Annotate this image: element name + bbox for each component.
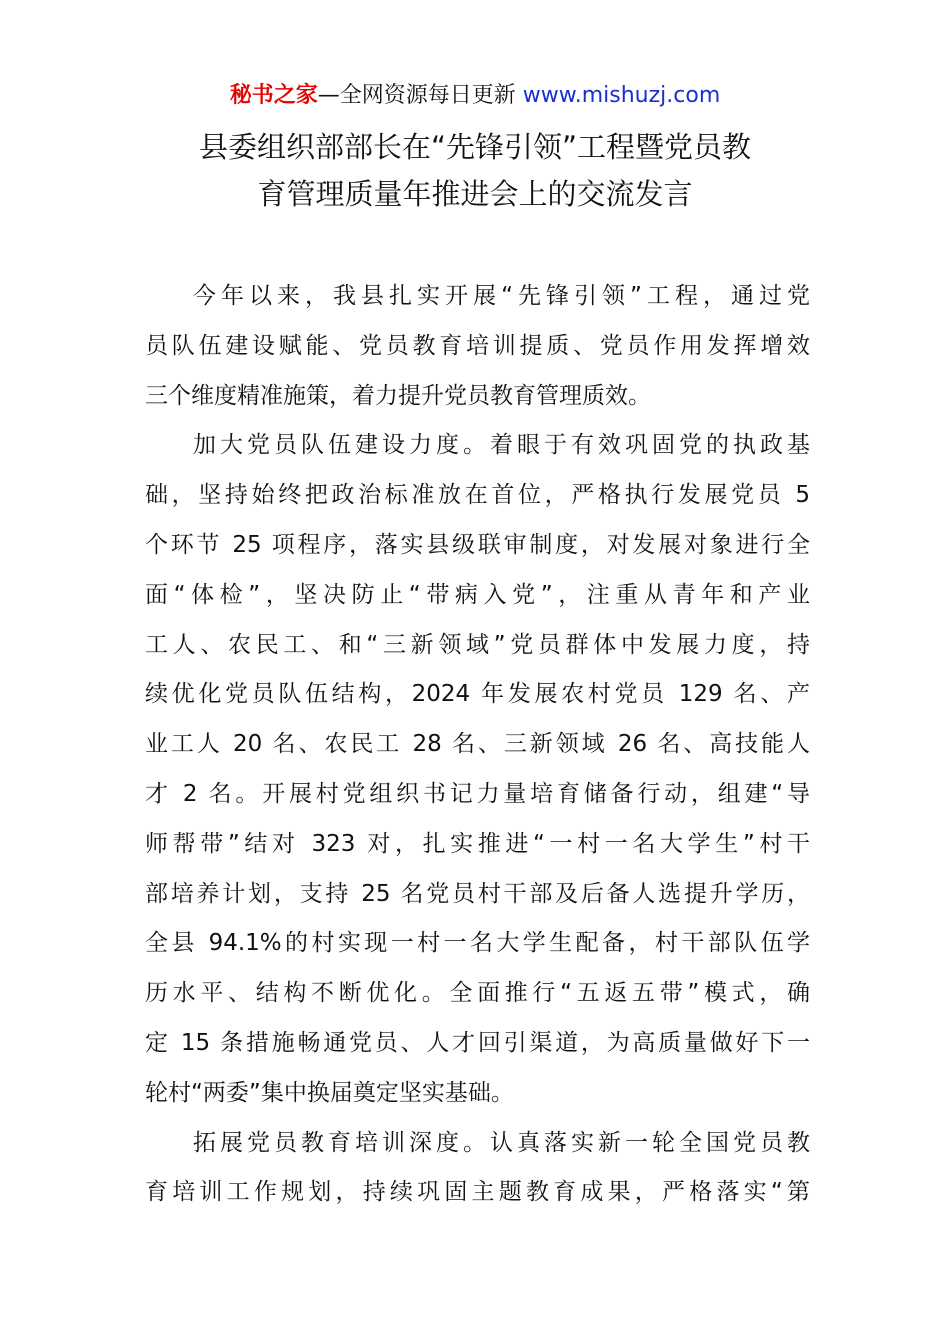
paragraph-2-line: 师帮带”结对 323 对，扎实推进“一村一名大学生”村干 bbox=[145, 830, 810, 857]
paragraph-2-line: 面“体检”，坚决防止“带病入党”，注重从青年和产业 bbox=[145, 581, 810, 608]
site-tagline: —全网资源每日更新 bbox=[317, 83, 523, 108]
paragraph-3-line: 育培训工作规划，持续巩固主题教育成果，严格落实“第 bbox=[145, 1179, 810, 1206]
brand-name: 秘书之家 bbox=[229, 83, 318, 108]
document-title bbox=[120, 124, 830, 218]
paragraph-2-line: 续优化党员队伍结构，2024 年发展农村党员 129 名、产 bbox=[145, 681, 810, 708]
paragraph-2-line: 定 15 条措施畅通党员、人才回引渠道，为高质量做好下一 bbox=[145, 1029, 810, 1056]
document-body bbox=[145, 272, 810, 1218]
paragraph-2-line: 才 2 名。开展村党组织书记力量培育储备行动，组建“导 bbox=[145, 780, 810, 807]
title-line-2: 育管理质量年推进会上的交流发言 bbox=[257, 177, 693, 211]
paragraph-1-line: 三个维度精准施策，着力提升党员教育管理质效。 bbox=[145, 382, 651, 409]
paragraph-2-line: 全县 94.1%的村实现一村一名大学生配备，村干部队伍学 bbox=[145, 930, 810, 957]
paragraph-2-line: 加大党员队伍建设力度。着眼于有效巩固党的执政基 bbox=[193, 432, 810, 459]
site-header bbox=[0, 80, 950, 112]
paragraph-2-line: 个环节 25 项程序，落实县级联审制度，对发展对象进行全 bbox=[145, 531, 810, 558]
paragraph-2-line: 础，坚持始终把政治标准放在首位，严格执行发展党员 5 bbox=[145, 482, 810, 509]
paragraph-2-line: 工人、农民工、和“三新领域”党员群体中发展力度，持 bbox=[145, 631, 810, 658]
paragraph-1-line: 员队伍建设赋能、党员教育培训提质、党员作用发挥增效 bbox=[145, 332, 810, 359]
paragraph-3-line: 拓展党员教育培训深度。认真落实新一轮全国党员教 bbox=[193, 1129, 810, 1156]
paragraph-2-line: 业工人 20 名、农民工 28 名、三新领域 26 名、高技能人 bbox=[145, 731, 810, 758]
paragraph-2-line: 历水平、结构不断优化。全面推行“五返五带”模式，确 bbox=[145, 980, 810, 1007]
paragraph-2-line: 轮村“两委”集中换届奠定坚实基础。 bbox=[145, 1079, 514, 1106]
site-url-link[interactable]: www.mishuzj.com bbox=[522, 83, 721, 108]
paragraph-2-line: 部培养计划，支持 25 名党员村干部及后备人选提升学历， bbox=[145, 880, 810, 907]
paragraph-1-line: 今年以来，我县扎实开展“先锋引领”工程，通过党 bbox=[193, 283, 810, 309]
title-line-1: 县委组织部部长在“先锋引领”工程暨党员教 bbox=[198, 130, 752, 164]
